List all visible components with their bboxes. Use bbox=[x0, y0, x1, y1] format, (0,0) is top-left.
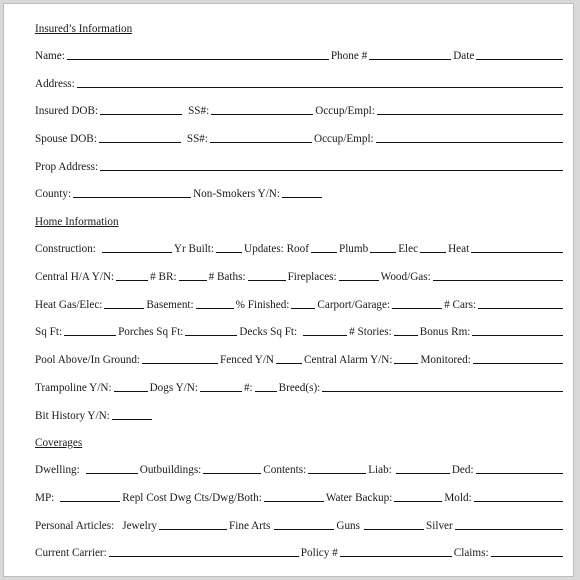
central-ha-field[interactable] bbox=[116, 270, 148, 281]
date-field[interactable] bbox=[476, 49, 563, 60]
num-baths-field[interactable] bbox=[248, 270, 286, 281]
contents-field[interactable] bbox=[308, 463, 366, 474]
yr-built-label: Yr Built: bbox=[173, 243, 215, 255]
mp-field[interactable] bbox=[60, 491, 120, 502]
current-carrier-row bbox=[35, 541, 565, 559]
insurance-form-sheet bbox=[3, 3, 574, 577]
non-smokers-field[interactable] bbox=[282, 187, 322, 198]
carport-garage-field[interactable] bbox=[392, 298, 442, 309]
dwelling-label: Dwelling: bbox=[35, 464, 80, 476]
num-br-label: # BR: bbox=[150, 271, 177, 283]
repl-cost-label: Repl Cost Dwg Cts/Dwg/Both: bbox=[122, 492, 262, 504]
bit-history-label: Bit History Y/N: bbox=[35, 410, 110, 422]
insured-dob-label: Insured DOB: bbox=[35, 105, 99, 117]
bit-history-field[interactable] bbox=[112, 409, 152, 420]
num-cars-field[interactable] bbox=[478, 298, 563, 309]
home-info-header-row bbox=[35, 210, 565, 228]
date-label: Date bbox=[453, 50, 475, 62]
construction-row bbox=[35, 237, 565, 255]
decks-sq-ft-field[interactable] bbox=[303, 325, 347, 336]
spouse-dob-row bbox=[35, 127, 565, 145]
county-row bbox=[35, 182, 565, 200]
construction-field[interactable] bbox=[102, 242, 172, 253]
liab-field[interactable] bbox=[396, 463, 450, 474]
yr-built-field[interactable] bbox=[216, 242, 242, 253]
claims-field[interactable] bbox=[491, 546, 563, 557]
address-field[interactable] bbox=[77, 77, 563, 88]
porches-sq-ft-field[interactable] bbox=[185, 325, 237, 336]
num-stories-field[interactable] bbox=[394, 325, 418, 336]
wood-gas-field[interactable] bbox=[433, 270, 563, 281]
central-alarm-field[interactable] bbox=[394, 353, 418, 364]
ss1-label: SS#: bbox=[188, 105, 210, 117]
non-smokers-label: Non-Smokers Y/N: bbox=[193, 188, 280, 200]
phone-field[interactable] bbox=[369, 49, 451, 60]
roof-field[interactable] bbox=[311, 242, 337, 253]
spouse-dob-label: Spouse DOB: bbox=[35, 133, 97, 145]
dwelling-field[interactable] bbox=[86, 463, 138, 474]
insured-dob-row bbox=[35, 99, 565, 117]
policy-label: Policy # bbox=[300, 547, 338, 559]
num-stories-label: # Stories: bbox=[349, 326, 392, 338]
num-cars-label: # Cars: bbox=[444, 299, 477, 311]
pool-label: Pool Above/In Ground: bbox=[35, 354, 141, 366]
ded-label: Ded: bbox=[451, 464, 474, 476]
insured-info-heading: Insured’s Information bbox=[35, 23, 133, 35]
breeds-label: Breed(s): bbox=[278, 382, 321, 394]
guns-label: Guns bbox=[336, 520, 360, 532]
fine-arts-label: Fine Arts bbox=[229, 520, 271, 532]
ded-field[interactable] bbox=[476, 463, 563, 474]
policy-field[interactable] bbox=[340, 546, 452, 557]
mold-field[interactable] bbox=[474, 491, 563, 502]
fireplaces-label: Fireplaces: bbox=[287, 271, 337, 283]
sq-ft-label: Sq Ft: bbox=[35, 326, 63, 338]
county-label: County: bbox=[35, 188, 72, 200]
ss2-field[interactable] bbox=[210, 132, 312, 143]
fenced-field[interactable] bbox=[276, 353, 302, 364]
insured-dob-field[interactable] bbox=[100, 104, 182, 115]
decks-sq-ft-label: Decks Sq Ft: bbox=[239, 326, 298, 338]
address-row bbox=[35, 72, 565, 90]
heat-gas-elec-label: Heat Gas/Elec: bbox=[35, 299, 103, 311]
dogs-count-label: #: bbox=[243, 382, 253, 394]
outbuildings-label: Outbuildings: bbox=[139, 464, 202, 476]
outbuildings-field[interactable] bbox=[203, 463, 261, 474]
num-br-field[interactable] bbox=[179, 270, 207, 281]
county-field[interactable] bbox=[73, 187, 191, 198]
name-field[interactable] bbox=[67, 49, 329, 60]
fenced-label: Fenced Y/N bbox=[220, 354, 275, 366]
basement-label: Basement: bbox=[146, 299, 194, 311]
sq-ft-field[interactable] bbox=[64, 325, 116, 336]
address-label: Address: bbox=[35, 78, 75, 90]
porches-sq-ft-label: Porches Sq Ft: bbox=[118, 326, 184, 338]
fireplaces-field[interactable] bbox=[339, 270, 379, 281]
repl-cost-field[interactable] bbox=[264, 491, 324, 502]
phone-label: Phone # bbox=[330, 50, 368, 62]
central-alarm-label: Central Alarm Y/N: bbox=[304, 354, 393, 366]
bit-history-row bbox=[35, 404, 565, 422]
prop-address-row bbox=[35, 155, 565, 173]
prop-address-field[interactable] bbox=[100, 160, 563, 171]
central-ha-label: Central H/A Y/N: bbox=[35, 271, 115, 283]
occup2-field[interactable] bbox=[376, 132, 563, 143]
dogs-count-field[interactable] bbox=[255, 381, 277, 392]
mp-row bbox=[35, 486, 565, 504]
plumb-field[interactable] bbox=[370, 242, 396, 253]
breeds-field[interactable] bbox=[322, 381, 563, 392]
monitored-label: Monitored: bbox=[420, 354, 471, 366]
silver-field[interactable] bbox=[455, 519, 563, 530]
water-backup-field[interactable] bbox=[394, 491, 442, 502]
prop-address-label: Prop Address: bbox=[35, 161, 99, 173]
ss2-label: SS#: bbox=[186, 133, 209, 145]
dwelling-row bbox=[35, 458, 565, 476]
sq-ft-row bbox=[35, 320, 565, 338]
claims-label: Claims: bbox=[453, 547, 489, 559]
elec-field[interactable] bbox=[420, 242, 446, 253]
heat-field[interactable] bbox=[471, 242, 563, 253]
name-label: Name: bbox=[35, 50, 65, 62]
trampoline-field[interactable] bbox=[114, 381, 148, 392]
updates-roof-label: Updates: Roof bbox=[244, 243, 309, 255]
personal-articles-label: Personal Articles: bbox=[35, 520, 115, 532]
bonus-rm-field[interactable] bbox=[472, 325, 563, 336]
central-ha-row bbox=[35, 265, 565, 283]
pool-field[interactable] bbox=[142, 353, 218, 364]
bonus-rm-label: Bonus Rm: bbox=[419, 326, 471, 338]
pct-finished-field[interactable] bbox=[291, 298, 315, 309]
pool-row bbox=[35, 348, 565, 366]
num-baths-label: # Baths: bbox=[208, 271, 246, 283]
guns-field[interactable] bbox=[364, 519, 424, 530]
elec-label: Elec bbox=[398, 243, 419, 255]
liab-label: Liab: bbox=[368, 464, 392, 476]
occup1-label: Occup/Empl: bbox=[315, 105, 375, 117]
plumb-label: Plumb bbox=[338, 243, 369, 255]
spouse-dob-field[interactable] bbox=[99, 132, 181, 143]
wood-gas-label: Wood/Gas: bbox=[380, 271, 431, 283]
mold-label: Mold: bbox=[444, 492, 472, 504]
construction-label: Construction: bbox=[35, 243, 96, 255]
occup2-label: Occup/Empl: bbox=[314, 133, 374, 145]
jewelry-field[interactable] bbox=[159, 519, 227, 530]
current-carrier-field[interactable] bbox=[109, 546, 299, 557]
insured-info-header-row bbox=[35, 17, 565, 35]
name-row bbox=[35, 44, 565, 62]
silver-label: Silver bbox=[426, 520, 453, 532]
dogs-label: Dogs Y/N: bbox=[149, 382, 198, 394]
mp-label: MP: bbox=[35, 492, 55, 504]
monitored-field[interactable] bbox=[473, 353, 563, 364]
trampoline-row bbox=[35, 376, 565, 394]
pct-finished-label: % Finished: bbox=[235, 299, 290, 311]
basement-field[interactable] bbox=[196, 298, 234, 309]
water-backup-label: Water Backup: bbox=[325, 492, 393, 504]
coverages-header-row bbox=[35, 431, 565, 449]
fine-arts-field[interactable] bbox=[274, 519, 334, 530]
contents-label: Contents: bbox=[263, 464, 307, 476]
heat-gas-elec-field[interactable] bbox=[104, 298, 144, 309]
carport-garage-label: Carport/Garage: bbox=[317, 299, 391, 311]
jewelry-label: Jewelry bbox=[122, 520, 158, 532]
occup1-field[interactable] bbox=[377, 104, 563, 115]
heat-label: Heat bbox=[448, 243, 470, 255]
trampoline-label: Trampoline Y/N: bbox=[35, 382, 112, 394]
home-info-heading: Home Information bbox=[35, 216, 119, 228]
current-carrier-label: Current Carrier: bbox=[35, 547, 107, 559]
coverages-heading: Coverages bbox=[35, 437, 83, 449]
ss1-field[interactable] bbox=[211, 104, 313, 115]
personal-articles-row bbox=[35, 514, 565, 532]
dogs-field[interactable] bbox=[200, 381, 242, 392]
heat-gas-row bbox=[35, 293, 565, 311]
